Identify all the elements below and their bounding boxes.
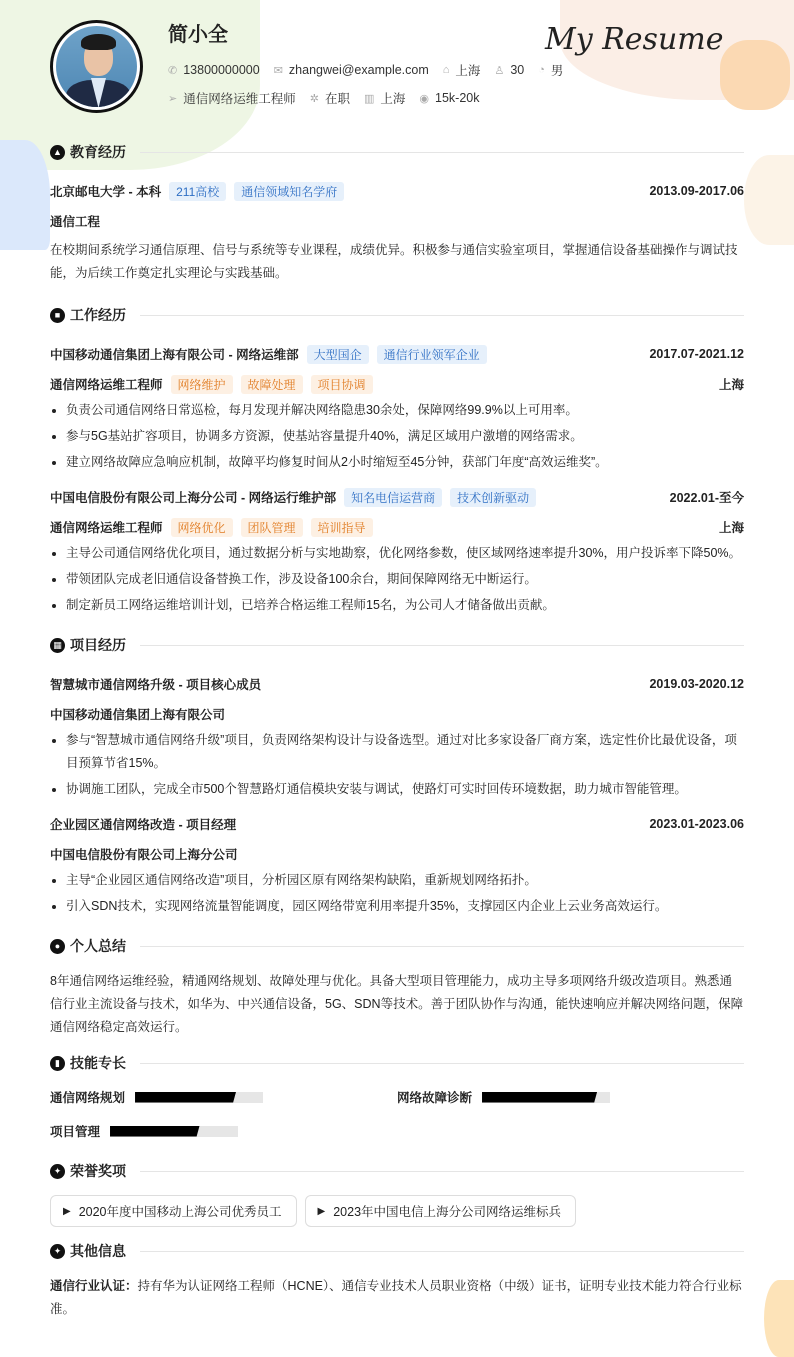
date: 2017.07-2021.12: [649, 347, 744, 361]
company: 中国移动通信集团上海有限公司 - 网络运维部: [50, 348, 299, 362]
skill-item: [50, 1087, 397, 1107]
skill-tag: 项目协调: [311, 375, 373, 394]
section-title: 项目经历: [70, 637, 126, 653]
email: zhangwei@example.com: [288, 63, 429, 77]
bullet: 建立网络故障应急响应机制，故障平均修复时间从2小时缩短至45分钟，获部门年度“高效运维奖”。: [50, 451, 744, 474]
tag: 大型国企: [307, 345, 369, 364]
other-text: 持有华为认证网络工程师（HCNE）、通信专业技术人员职业资格（中级）证书，证明专业技术能力符合行业标准。: [50, 1279, 742, 1316]
resume-header: [0, 0, 794, 130]
tag: 通信行业领军企业: [377, 345, 487, 364]
education-section: [0, 140, 794, 285]
skill-bar-fill: [482, 1092, 597, 1103]
target-position: 通信网络运维工程师: [183, 92, 296, 106]
gender-icon: ◔: [538, 64, 545, 76]
grid-icon: ▦: [50, 638, 65, 653]
other-label: 通信行业认证：: [50, 1279, 138, 1293]
tag: 211高校: [169, 182, 226, 201]
section-title: 个人总结: [70, 938, 126, 954]
skill-tag: 网络维护: [171, 375, 233, 394]
company: 中国电信股份有限公司上海分公司 - 网络运行维护部: [50, 491, 337, 505]
age-icon: ♙: [494, 64, 505, 77]
award-item: [50, 1195, 297, 1227]
resume-title: My Resume: [545, 22, 724, 57]
project-item: [50, 809, 744, 918]
date: 2013.09-2017.06: [649, 184, 744, 198]
tag: 技术创新驱动: [450, 488, 536, 507]
city: 上海: [718, 521, 744, 535]
bullet: 参与5G基站扩容项目，协调多方资源，使基站容量提升40%，满足区域用户激增的网络需求。: [50, 425, 744, 448]
bullet: 带领团队完成老旧通信设备替换工作，涉及设备100余台，期间保障网络无中断运行。: [50, 568, 744, 591]
bullet: 主导“企业园区通信网络改造”项目，分析园区原有网络架构缺陷，重新规划网络拓扑。: [50, 869, 744, 892]
date: 2023.01-2023.06: [649, 817, 744, 831]
avatar: [50, 20, 143, 113]
summary-text: 8年通信网络运维经验，精通网络规划、故障处理与优化。具备大型项目管理能力，成功主导多项网络升级改造项目。熟悉通信行业主流设备与技术，如华为、中兴通信设备，5G、SDN等技术。善于团队协作与沟通，能快速响应并解决网络问题，保障通信网络稳定高效运行。: [50, 974, 744, 1034]
projects-section: [0, 633, 794, 918]
skill-tag: 培训指导: [311, 518, 373, 537]
gender: 男: [550, 64, 564, 78]
other-section: [0, 1239, 794, 1321]
city: 上海: [718, 378, 744, 392]
skill-item: [397, 1087, 744, 1107]
briefcase-icon: ■: [50, 308, 65, 323]
mail-icon: ✉: [273, 64, 283, 77]
skill-bar-fill: [135, 1092, 236, 1103]
bullet: 参与“智慧城市通信网络升级”项目，负责网络架构设计与设备选型。通过对比多家设备厂商方案，选定性价比最优设备，项目预算节省15%。: [50, 729, 744, 775]
project-name: 企业园区通信网络改造 - 项目经理: [50, 818, 237, 832]
skill-bar: [110, 1126, 238, 1137]
skill-tag: 团队管理: [241, 518, 303, 537]
location: 上海: [455, 64, 481, 78]
info-icon: ✦: [50, 1244, 65, 1259]
skill-item: [50, 1121, 397, 1141]
skill-tag: 故障处理: [241, 375, 303, 394]
project-org: 中国移动通信集团上海有限公司: [50, 708, 226, 722]
tag: 通信领域知名学府: [234, 182, 344, 201]
bullet: 引入SDN技术，实现网络流量智能调度，园区网络带宽利用率提升35%，支撑园区内企业上云业务高效运行。: [50, 895, 744, 918]
salary-icon: ◉: [419, 92, 429, 105]
candidate-name: 简小全: [168, 24, 228, 46]
school: 北京邮电大学 - 本科: [50, 185, 162, 199]
skill-name: 网络故障诊断: [397, 1091, 473, 1105]
project-name: 智慧城市通信网络升级 - 项目核心成员: [50, 678, 262, 692]
target-city: 上海: [380, 92, 406, 106]
skill-tag: 网络优化: [171, 518, 233, 537]
bullet: 协调施工团队，完成全市500个智慧路灯通信模块安装与调试，使路灯可实时回传环境数据，助力城市智能管理。: [50, 778, 744, 801]
date: 2022.01-至今: [669, 491, 744, 505]
skills-section: [0, 1051, 794, 1141]
role: 通信网络运维工程师: [50, 378, 163, 392]
honors-section: [0, 1159, 794, 1227]
section-title: 工作经历: [70, 307, 126, 323]
phone: 13800000000: [183, 63, 260, 77]
skill-name: 项目管理: [50, 1125, 101, 1139]
award-icon: ✦: [50, 1164, 65, 1179]
triangle-icon: ▶: [317, 1205, 326, 1217]
status-icon: ✲: [309, 92, 319, 105]
skill-bar: [135, 1092, 263, 1103]
section-title: 荣誉奖项: [70, 1163, 126, 1179]
salary: 15k-20k: [435, 91, 480, 105]
work-item: [50, 339, 744, 474]
role: 通信网络运维工程师: [50, 521, 163, 535]
triangle-icon: ▶: [63, 1205, 71, 1217]
project-item: [50, 669, 744, 801]
section-title: 技能专长: [70, 1055, 126, 1071]
work-section: [0, 303, 794, 617]
section-title: 其他信息: [70, 1243, 126, 1259]
send-icon: ➢: [168, 92, 178, 105]
major: 通信工程: [50, 215, 101, 229]
award-item: [305, 1195, 577, 1227]
bullet: 主导公司通信网络优化项目，通过数据分析与实地勘察，优化网络参数，使区域网络速率提升30%，用户投诉率下降50%。: [50, 542, 744, 565]
skill-name: 通信网络规划: [50, 1091, 126, 1105]
user-icon: ●: [50, 939, 65, 954]
bar-chart-icon: ▮: [50, 1056, 65, 1071]
award-text: 2023年中国电信上海分公司网络运维标兵: [333, 1205, 562, 1219]
summary-section: [0, 934, 794, 1039]
work-item: [50, 482, 744, 617]
section-title: 教育经历: [70, 144, 126, 160]
graduation-cap-icon: ▲: [50, 145, 65, 160]
info-row-1: [168, 61, 563, 79]
bullet: 制定新员工网络运维培训计划，已培养合格运维工程师15名，为公司人才储备做出贡献。: [50, 594, 744, 617]
age: 30: [510, 63, 525, 77]
phone-icon: ✆: [168, 64, 178, 77]
info-row-2: [168, 89, 479, 107]
project-org: 中国电信股份有限公司上海分公司: [50, 848, 238, 862]
tag: 知名电信运营商: [344, 488, 442, 507]
skill-bar: [482, 1092, 610, 1103]
bullet: 负责公司通信网络日常巡检，每月发现并解决网络隐患30余处，保障网络99.9%以上可用率。: [50, 399, 744, 422]
award-text: 2020年度中国移动上海公司优秀员工: [78, 1205, 282, 1219]
date: 2019.03-2020.12: [649, 677, 744, 691]
skill-bar-fill: [110, 1126, 200, 1137]
job-status: 在职: [324, 92, 350, 106]
education-desc: 在校期间系统学习通信原理、信号与系统等专业课程，成绩优异。积极参与通信实验室项目，掌握通信设备基础操作与调试技能，为后续工作奠定扎实理论与实践基础。: [50, 243, 738, 280]
home-icon: ⌂: [442, 64, 450, 76]
building-icon: ▥: [363, 92, 375, 105]
